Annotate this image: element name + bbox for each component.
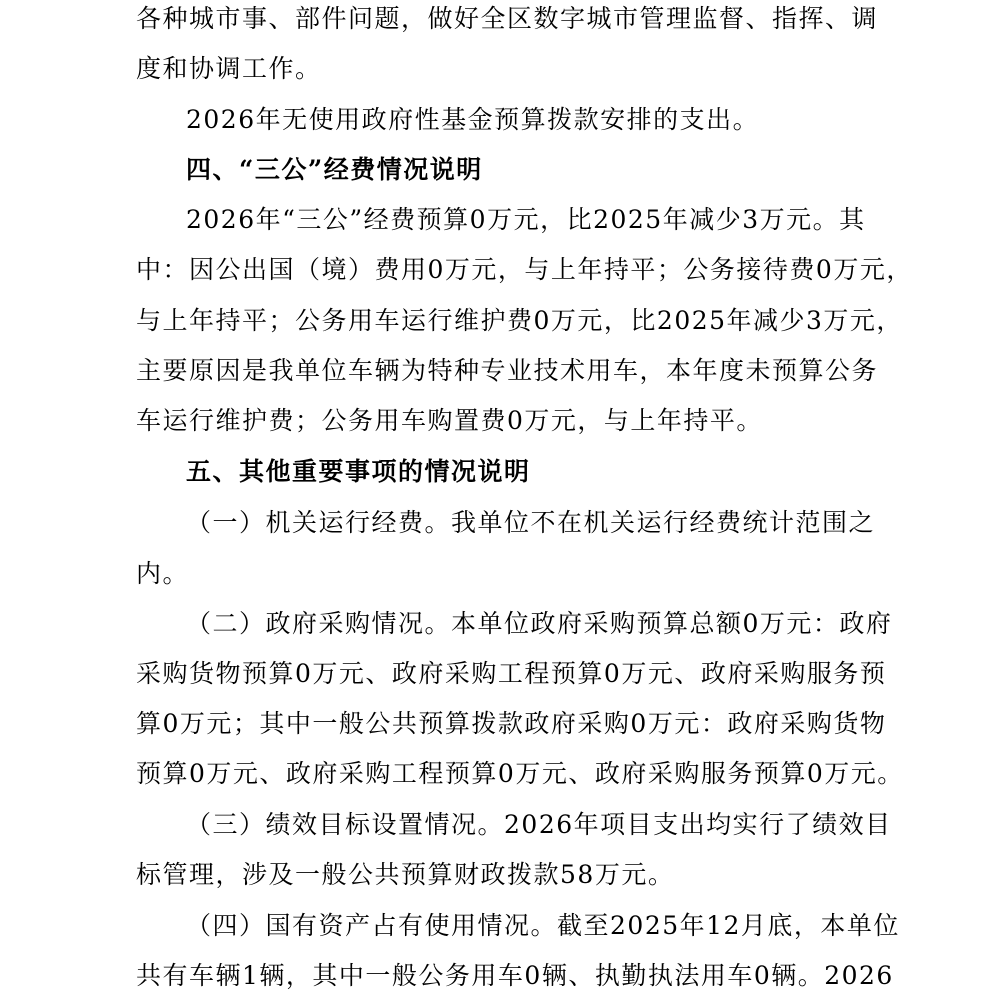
section-heading: 四、“三公”经费情况说明 (186, 155, 483, 184)
paragraph-line: 主要原因是我单位车辆为特种专业技术用车，本年度未预算公务 (136, 356, 879, 385)
paragraph-line: 各种城市事、部件问题，做好全区数字城市管理监督、指挥、调 (136, 4, 879, 33)
paragraph-line: 2026年无使用政府性基金预算拨款安排的支出。 (186, 105, 760, 134)
paragraph-line: 2026年“三公”经费预算0万元，比2025年减少3万元。其 (186, 205, 866, 234)
paragraph-line: 内。 (136, 559, 190, 588)
paragraph-line: （四）国有资产占有使用情况。截至2025年12月底，本单位 (186, 911, 900, 940)
paragraph-line: （三）绩效目标设置情况。2026年项目支出均实行了绩效目 (186, 810, 892, 839)
paragraph-line: 度和协调工作。 (136, 54, 322, 83)
paragraph-line: 共有车辆1辆，其中一般公务用车0辆、执勤执法用车0辆。2026 (136, 961, 894, 990)
paragraph-line: 采购货物预算0万元、政府采购工程预算0万元、政府采购服务预 (136, 659, 887, 688)
paragraph-line: 车运行维护费；公务用车购置费0万元，与上年持平。 (136, 406, 763, 435)
paragraph-line: （二）政府采购情况。本单位政府采购预算总额0万元：政府 (186, 609, 893, 638)
paragraph-line: 算0万元；其中一般公共预算拨款政府采购0万元：政府采购货物 (136, 709, 887, 738)
paragraph-line: 中：因公出国（境）费用0万元，与上年持平；公务接待费0万元， (136, 255, 913, 284)
paragraph-line: 预算0万元、政府采购工程预算0万元、政府采购服务预算0万元。 (136, 759, 904, 788)
paragraph-line: 标管理，涉及一般公共预算财政拨款58万元。 (136, 860, 675, 889)
paragraph-line: 与上年持平；公务用车运行维护费0万元，比2025年减少3万元， (136, 306, 903, 335)
paragraph-line: （一）机关运行经费。我单位不在机关运行经费统计范围之 (186, 508, 876, 537)
section-heading: 五、其他重要事项的情况说明 (186, 457, 531, 486)
